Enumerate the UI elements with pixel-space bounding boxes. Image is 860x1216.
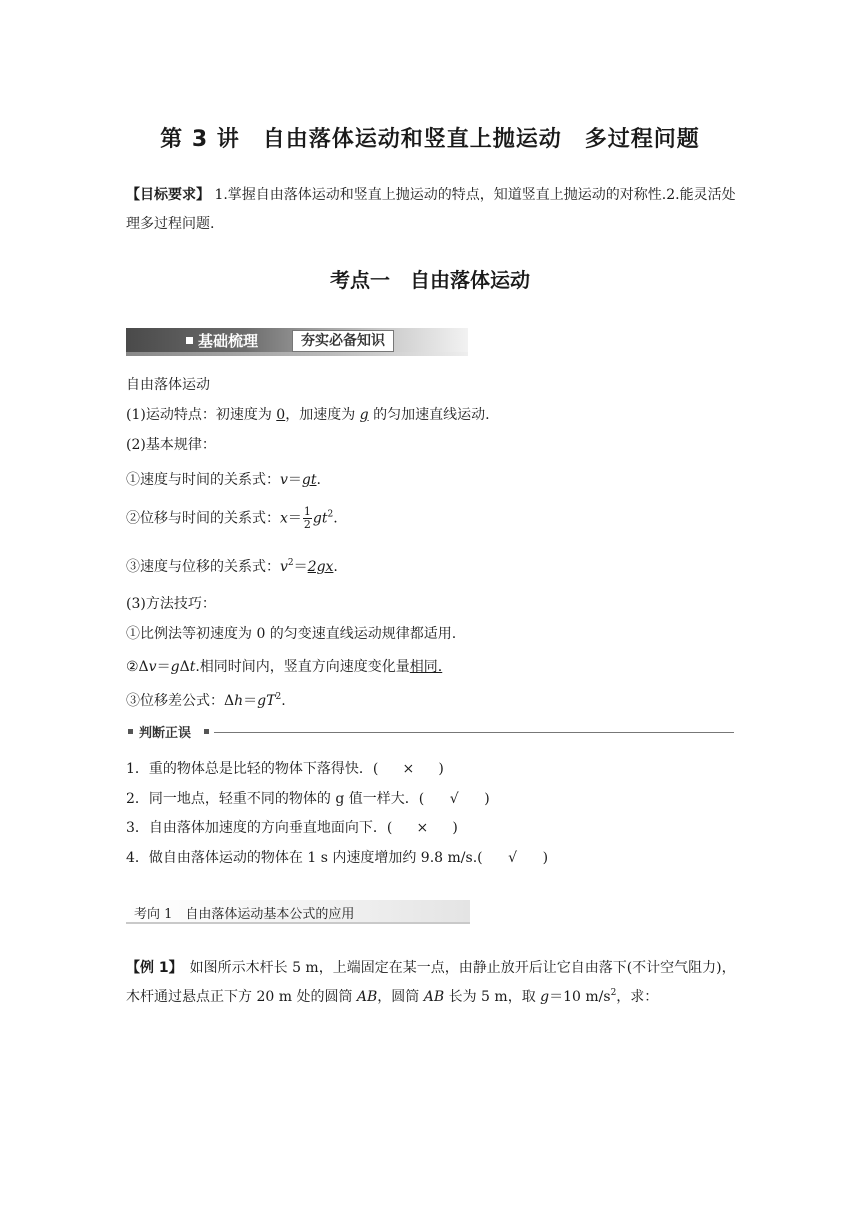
list-item: 3．自由落体加速度的方向垂直地面向下．( × ): [126, 820, 458, 836]
example-label: 【例 1】: [126, 960, 176, 976]
objectives-text: 1.掌握自由落体运动和竖直上抛运动的特点，知道竖直上抛运动的对称性.2.能灵活处理多过程问题.: [126, 187, 736, 232]
method-displacement-difference: ③位移差公式：$\Delta h=gT^2$.: [126, 692, 286, 709]
check-mark-icon: √: [508, 850, 518, 866]
objectives-label: 【目标要求】: [126, 187, 210, 203]
basic-laws-heading: (2)基本规律：: [126, 437, 216, 453]
formula-velocity-displacement: ③速度与位移的关系式：$v^2=2gx$.: [126, 558, 338, 575]
answer-2gx: 2gx: [307, 559, 334, 575]
answer-acceleration: g: [359, 407, 369, 423]
bullet-square-icon: [128, 729, 133, 734]
judge-header: [126, 722, 734, 742]
fraction-one-half: $\frac{1}{2}$: [303, 505, 311, 531]
basics-banner: [126, 328, 468, 356]
formula-velocity-time: ①速度与时间的关系式：v＝gt.: [126, 472, 321, 488]
cross-mark-icon: ×: [402, 761, 415, 777]
banner-left-label: 基础梳理: [198, 332, 259, 350]
section-title: 考点一 自由落体运动: [330, 268, 530, 292]
method-ratio: ①比例法等初速度为 0 的匀变速直线运动规律都适用.: [126, 626, 457, 642]
learning-objectives: [126, 181, 738, 239]
judge-header-label: 判断正误: [139, 726, 192, 741]
list-item: 1．重的物体总是比轻的物体下落得快．( × ): [126, 761, 444, 777]
motion-characteristics: (1)运动特点：初速度为 0，加速度为 g 的匀加速直线运动.: [126, 407, 490, 423]
example-problem: 【例 1】 如图所示木杆长 5 m，上端固定在某一点，由静止放开后让它自由落下(不计空气阻力)，木杆通过悬点正下方 20 m 处的圆筒 AB，圆筒 AB 长为 5 m，取 g＝10 $m/s^2$，求：: [126, 960, 736, 1005]
cross-mark-icon: ×: [416, 820, 429, 836]
divider: [214, 732, 734, 733]
bullet-square-icon: [204, 729, 209, 734]
answer-gt: gt: [301, 472, 317, 488]
answer-same: 相同.: [409, 659, 443, 675]
topic-heading: 自由落体运动: [126, 377, 210, 393]
methods-heading: (3)方法技巧：: [126, 596, 216, 612]
answer-initial-velocity: 0: [276, 407, 286, 423]
formula-displacement-time: ②位移与时间的关系式：x＝ $\frac{1}{2}$ $gt^2$.: [126, 505, 338, 531]
page-title: 第 3 讲 自由落体运动和竖直上抛运动 多过程问题: [160, 127, 700, 152]
list-item: 2．同一地点，轻重不同的物体的 g 值一样大．( √ ): [126, 791, 490, 807]
subtopic-header: [126, 900, 470, 924]
list-item: 4．做自由落体运动的物体在 1 s 内速度增加约 9.8 m/s.( √ ): [126, 850, 549, 866]
method-velocity-change: ②Δv＝gΔt.相同时间内，竖直方向速度变化量相同.: [126, 659, 443, 675]
check-mark-icon: √: [449, 791, 459, 807]
banner-right-label: 夯实必备知识: [292, 330, 394, 352]
subtopic-label: 考向 1 自由落体运动基本公式的应用: [134, 907, 355, 922]
